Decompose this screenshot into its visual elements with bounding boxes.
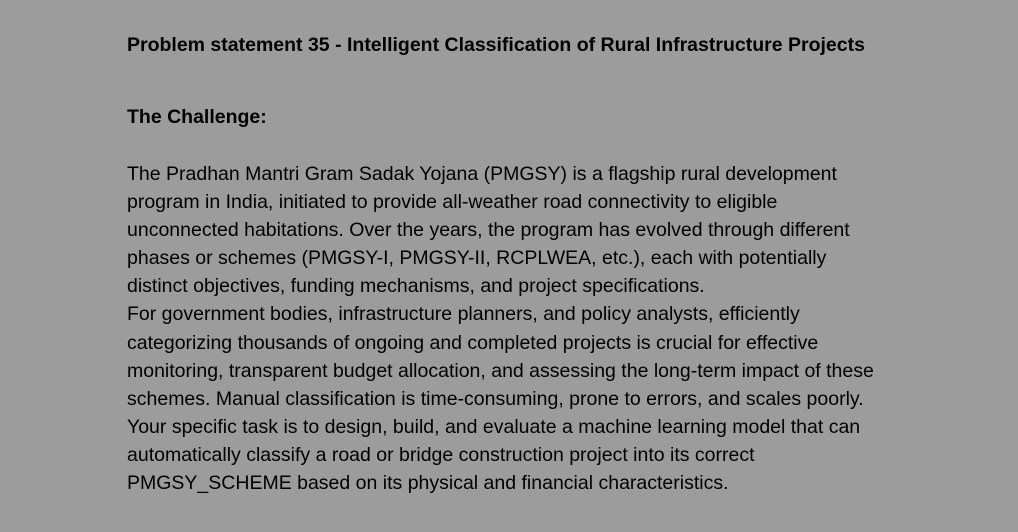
body-line: Your specific task is to design, build, and evaluate a machine learning model that can (127, 415, 861, 438)
body-line: PMGSY_SCHEME based on its physical and financial characteristics. (127, 472, 729, 495)
section-heading: The Challenge: (127, 106, 267, 128)
body-line: schemes. Manual classification is time-consuming, prone to errors, and scales poorly. (127, 387, 864, 410)
body-line: categorizing thousands of ongoing and completed projects is crucial for effective (127, 331, 819, 354)
body-line: For government bodies, infrastructure planners, and policy analysts, efficiently (127, 303, 800, 326)
body-line: monitoring, transparent budget allocation, and assessing the long-term impact of these (127, 359, 874, 382)
document-content (127, 30, 997, 497)
body-line: phases or schemes (PMGSY-I, PMGSY-II, RCPLWEA, etc.), each with potentially (127, 247, 827, 270)
body-line: unconnected habitations. Over the years, the program has evolved through different (127, 219, 850, 242)
page-title: Problem statement 35 - Intelligent Classification of Rural Infrastructure Projects (127, 34, 865, 56)
body-line: program in India, initiated to provide all-weather road connectivity to eligible (127, 191, 778, 214)
body-text (127, 160, 997, 497)
body-line: automatically classify a road or bridge construction project into its correct (127, 443, 755, 466)
body-line: distinct objectives, funding mechanisms, and project specifications. (127, 275, 705, 298)
body-line: The Pradhan Mantri Gram Sadak Yojana (PMGSY) is a flagship rural development (127, 163, 837, 185)
